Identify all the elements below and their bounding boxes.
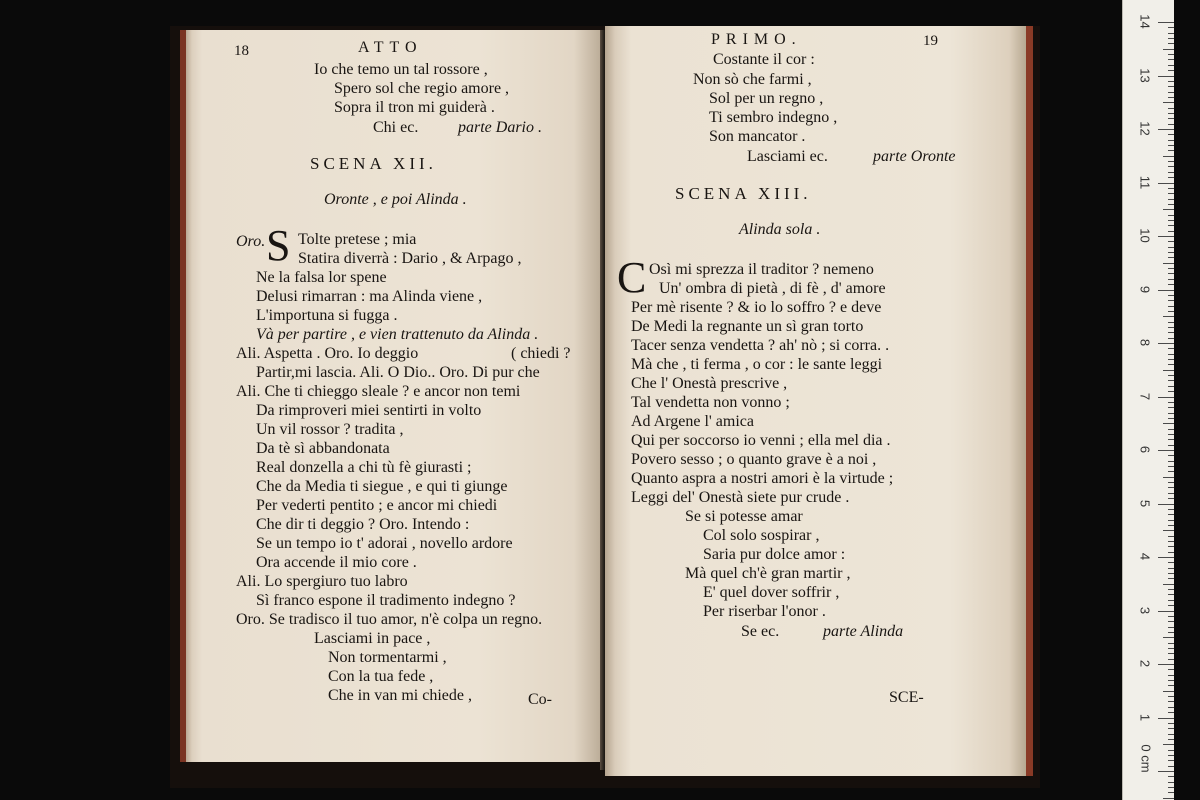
ruler-tick [1168,188,1174,189]
verse-line: Che da Media ti siegue , e qui ti giunge [256,478,508,495]
ruler-tick [1168,311,1174,312]
page-number: 18 [234,43,249,59]
ruler-tick [1168,536,1174,537]
ruler-tick [1158,450,1174,451]
ruler-tick [1168,675,1174,676]
ruler-tick [1168,787,1174,788]
ruler-tick [1168,359,1174,360]
verse-line: Ne la falsa lor spene [256,269,387,286]
ruler-tick [1158,718,1174,719]
verse-line: Che in van mi chiede , [328,687,472,704]
verse-line: Tal vendetta non vonno ; [631,394,790,411]
ruler-tick [1168,568,1174,569]
ruler-tick [1163,102,1174,103]
ruler-tick [1168,284,1174,285]
verse-line: Col solo sospirar , [703,527,820,544]
ruler-tick [1168,643,1174,644]
verse-line: De Medi la regnante un sì gran torto [631,318,864,335]
verse-line: Son mancator . [709,128,806,145]
verse-line: Real donzella a chi tù fè giurasti ; [256,459,472,476]
ruler-tick [1168,391,1174,392]
ruler-tick [1168,493,1174,494]
ruler-tick [1168,38,1174,39]
ruler-tick [1158,129,1174,130]
ruler-tick [1163,584,1174,585]
ruler-tick [1168,402,1174,403]
verse-line: Statira diverrà : Dario , & Arpago , [298,250,522,267]
verse-line: Saria pur dolce amor : [703,546,846,563]
verse-line: Per mè risente ? & io lo soffro ? e deve [631,299,882,316]
ruler-tick [1168,755,1174,756]
verse-line: Da tè sì abbandonata [256,440,390,457]
verse-line: Io che temo un tal rossore , [314,61,488,78]
ruler-tick [1168,509,1174,510]
running-head: PRIMO. [711,31,802,48]
ruler-tick [1168,241,1174,242]
ruler-tick [1168,92,1174,93]
ruler-label: 5 [1137,499,1153,507]
verse-line: Partir,mi lascia. Ali. O Dio.. Oro. Di pur che [256,364,540,381]
ruler-tick [1168,124,1174,125]
ruler-tick [1163,209,1174,210]
ruler-tick [1168,498,1174,499]
ruler-tick [1168,734,1174,735]
ruler-tick [1168,696,1174,697]
scene-heading: SCENA XIII. [675,184,812,203]
character-list: Alinda sola . [739,221,821,238]
verse-line: Lasciami in pace , [314,630,431,647]
verse-line: Se un tempo io t' adorai , novello ardore [256,535,513,552]
ruler-tick [1168,380,1174,381]
ruler-tick [1168,659,1174,660]
stage-direction: parte Alinda [823,623,904,640]
ruler-tick [1168,54,1174,55]
verse-line: Chi ec. [373,119,419,136]
verse-line: Mà che , ti ferma , o cor : le sante leggi [631,356,883,373]
ruler-tick [1168,605,1174,606]
verse-line: Ora accende il mio core . [256,554,417,571]
drop-capital: S [266,221,291,270]
ruler-tick [1168,766,1174,767]
ruler-tick [1168,439,1174,440]
ruler-tick [1168,455,1174,456]
ruler-tick [1158,504,1174,505]
ruler-label: 1 [1137,713,1153,721]
ruler-label: 4 [1137,552,1153,561]
verse-line: Un vil rossor ? tradita , [256,421,404,438]
ruler-tick [1168,140,1174,141]
ruler-tick [1168,514,1174,515]
stage-direction: parte Oronte [873,148,956,165]
left-page [180,30,603,762]
ruler-tick [1168,578,1174,579]
ruler-tick [1168,407,1174,408]
ruler-tick [1168,712,1174,713]
verse-line: Che l' Onestà prescrive , [631,375,788,392]
ruler-tick [1168,172,1174,173]
ruler-tick [1168,231,1174,232]
catchword: Co- [528,691,552,708]
ruler-tick [1168,648,1174,649]
ruler-tick [1163,691,1174,692]
ruler-tick [1168,193,1174,194]
ruler-tick [1168,65,1174,66]
verse-line: Che dir ti deggio ? Oro. Intendo : [256,516,470,533]
verse-line: Se si potesse amar [685,508,803,525]
ruler-tick [1168,562,1174,563]
ruler-tick [1168,97,1174,98]
ruler-label: 10 [1137,228,1153,243]
ruler-tick [1168,134,1174,135]
ruler-tick [1168,471,1174,472]
right-page [605,26,1033,776]
ruler-tick [1168,552,1174,553]
verse-line: Qui per soccorso io venni ; ella mel dia . [631,432,891,449]
ruler-tick [1168,220,1174,221]
verse-line: Lasciami ec. [747,148,828,165]
catchword: SCE- [889,689,924,706]
stage-direction: Và per partire , e vien trattenuto da Alinda . [256,326,539,343]
verse-line: Ad Argene l' amica [631,413,754,430]
ruler-label: 9 [1137,285,1153,293]
ruler-tick [1168,594,1174,595]
verse-line: Povero sesso ; o quanto grave è a noi , [631,451,877,468]
ruler-tick [1163,263,1174,264]
ruler-tick [1168,27,1174,28]
ruler-tick [1168,327,1174,328]
ruler-tick [1168,445,1174,446]
verse-line: Ali. Lo spergiuro tuo labro [236,573,408,590]
ruler-tick [1168,108,1174,109]
ruler-tick [1168,750,1174,751]
ruler-tick [1168,573,1174,574]
ruler-tick [1168,161,1174,162]
ruler-tick [1168,701,1174,702]
verse-line: Un' ombra di pietà , di fè , d' amore [659,280,886,297]
ruler-tick [1168,279,1174,280]
ruler-label: 14 [1137,14,1153,29]
ruler-label: 13 [1137,67,1153,83]
ruler-label: 0 cm [1138,744,1154,773]
ruler-tick [1163,637,1174,638]
verse-line: Non tormentarmi , [328,649,447,666]
ruler-tick [1168,215,1174,216]
ruler-tick [1168,375,1174,376]
ruler-tick [1168,257,1174,258]
ruler-tick [1158,76,1174,77]
verse-line: Oro. Se tradisco il tuo amor, n'è colpa un regno. [236,611,543,628]
verse-line: ( chiedi ? [511,345,571,362]
ruler-tick [1168,354,1174,355]
ruler-tick [1168,728,1174,729]
ruler-tick [1168,669,1174,670]
ruler-tick [1168,86,1174,87]
verse-line: Quanto aspra a nostri amori è la virtude ; [631,470,894,487]
ruler-label: 12 [1137,121,1153,136]
ruler-tick [1168,616,1174,617]
ruler-tick [1168,59,1174,60]
ruler-tick [1158,771,1174,772]
verse-line: Sopra il tron mi guiderà . [334,99,495,116]
verse-line: L'importuna si fugga . [256,307,398,324]
ruler-tick [1168,177,1174,178]
verse-line: Leggi del' Onestà siete pur crude . [631,489,850,506]
ruler-tick [1168,252,1174,253]
verse-line: Ali. Aspetta . Oro. Io deggio [236,345,419,362]
ruler-tick [1168,723,1174,724]
ruler-tick [1168,760,1174,761]
ruler-tick [1168,482,1174,483]
page-number: 19 [923,33,938,49]
ruler-tick [1168,461,1174,462]
verse-line: Per riserbar l'onor . [703,603,826,620]
running-head: ATTO [358,39,423,56]
ruler-tick [1168,33,1174,34]
character-list: Oronte , e poi Alinda . [324,191,467,208]
verse-line: Per vederti pentito ; e ancor mi chiedi [256,497,498,514]
verse-line: Delusi rimarran : ma Alinda viene , [256,288,483,305]
ruler-tick [1163,423,1174,424]
ruler-tick [1158,22,1174,23]
ruler-tick [1168,145,1174,146]
verse-line: Costante il cor : [713,51,815,68]
ruler-tick [1168,166,1174,167]
scene-heading: SCENA XII. [310,154,437,173]
ruler-tick [1168,621,1174,622]
ruler-tick [1168,338,1174,339]
ruler-tick [1168,782,1174,783]
ruler-tick [1158,611,1174,612]
measuring-ruler [1122,0,1174,800]
ruler-tick [1168,627,1174,628]
ruler-label: 11 [1137,175,1153,189]
ruler-tick [1168,776,1174,777]
ruler-tick [1168,429,1174,430]
ruler-tick [1168,348,1174,349]
ruler-tick [1158,343,1174,344]
ruler-tick [1168,273,1174,274]
speaker: Oro. [236,233,266,250]
ruler-tick [1168,418,1174,419]
verse-line: Sì franco espone il tradimento indegno ? [256,592,516,609]
ruler-label: 8 [1137,338,1153,347]
ruler-tick [1163,798,1174,799]
ruler-tick [1168,113,1174,114]
stage-direction: parte Dario . [458,119,542,136]
ruler-tick [1163,370,1174,371]
verse-line: Osì mi sprezza il traditor ? nemeno [649,261,874,278]
ruler-tick [1163,156,1174,157]
ruler-tick [1168,306,1174,307]
ruler-tick [1158,183,1174,184]
ruler-tick [1168,707,1174,708]
verse-line: Spero sol che regio amore , [334,80,510,97]
ruler-tick [1158,397,1174,398]
ruler-label: 2 [1137,659,1153,668]
ruler-tick [1163,477,1174,478]
ruler-tick [1168,268,1174,269]
ruler-tick [1168,632,1174,633]
ruler-tick [1168,739,1174,740]
ruler-tick [1168,434,1174,435]
ruler-tick [1168,118,1174,119]
ruler-tick [1168,300,1174,301]
verse-line: E' quel dover soffrir , [703,584,840,601]
ruler-tick [1168,332,1174,333]
drop-capital: C [617,253,647,302]
ruler-tick [1168,70,1174,71]
ruler-tick [1168,247,1174,248]
ruler-label: 7 [1137,392,1153,400]
ruler-tick [1168,487,1174,488]
verse-line: Mà quel ch'è gran martir , [685,565,851,582]
ruler-tick [1168,653,1174,654]
ruler-tick [1168,199,1174,200]
ruler-tick [1168,520,1174,521]
ruler-tick [1168,225,1174,226]
ruler-tick [1168,43,1174,44]
verse-line: Tolte pretese ; mia [298,231,417,248]
verse-line: Con la tua fede , [328,668,434,685]
ruler-tick [1163,49,1174,50]
ruler-tick [1163,744,1174,745]
ruler-tick [1168,466,1174,467]
ruler-tick [1168,600,1174,601]
ruler-tick [1168,589,1174,590]
ruler-tick [1163,530,1174,531]
ruler-label: 3 [1137,606,1153,614]
ruler-tick [1168,204,1174,205]
ruler-tick [1168,413,1174,414]
verse-line: Tacer senza vendetta ? ah' nò ; si corra. . [631,337,890,354]
ruler-tick [1168,685,1174,686]
ruler-tick [1163,316,1174,317]
ruler-tick [1168,81,1174,82]
ruler-tick [1168,364,1174,365]
verse-line: Se ec. [741,623,780,640]
ruler-tick [1158,290,1174,291]
ruler-tick [1168,322,1174,323]
ruler-label: 6 [1137,445,1153,454]
ruler-tick [1168,541,1174,542]
verse-line: Ti sembro indegno , [709,109,838,126]
ruler-tick [1168,295,1174,296]
ruler-tick [1168,792,1174,793]
ruler-tick [1168,680,1174,681]
ruler-tick [1168,386,1174,387]
ruler-tick [1168,150,1174,151]
ruler-tick [1158,557,1174,558]
ruler-tick [1168,525,1174,526]
ruler-tick [1168,546,1174,547]
verse-line: Non sò che farmi , [693,71,812,88]
ruler-tick [1158,236,1174,237]
verse-line: Da rimproveri miei sentirti in volto [256,402,482,419]
verse-line: Sol per un regno , [709,90,824,107]
ruler-tick [1158,664,1174,665]
verse-line: Ali. Che ti chieggo sleale ? e ancor non temi [236,383,521,400]
